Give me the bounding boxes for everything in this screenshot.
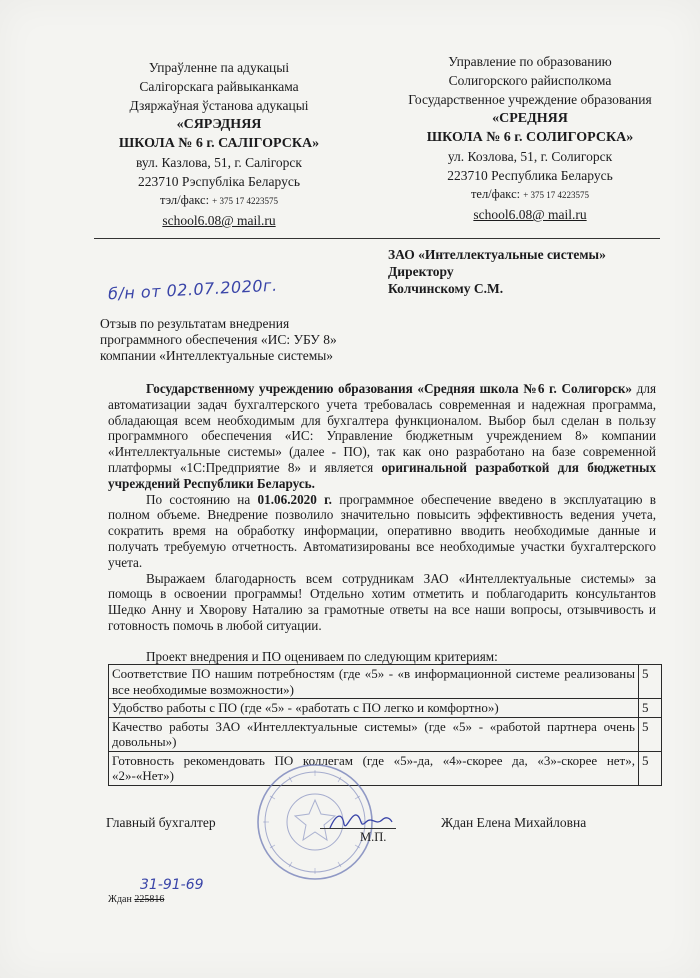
subject-line: программного обеспечения «ИС: УБУ 8» xyxy=(100,332,337,347)
body-paragraph-2 xyxy=(108,492,656,571)
criterion-text: Качество работы ЗАО «Интеллектуальные системы» (где «5» - «работой партнера очень довольны») xyxy=(109,717,639,751)
table-row xyxy=(109,665,662,699)
subject-line: компании «Интеллектуальные системы» xyxy=(100,348,334,363)
letterhead-divider xyxy=(94,238,660,239)
letterhead-address: вул. Казлова, 51, г. Салігорск xyxy=(135,155,302,170)
handwritten-reference: б/н от 02.07.2020г. xyxy=(107,275,278,304)
letterhead-school-line: ШКОЛА № 6 г. САЛІГОРСКА» xyxy=(118,136,320,151)
signature-line xyxy=(320,828,396,829)
paragraph-bold-text: оригинальной разработкой для бюджетных учреждений Республики Беларусь. xyxy=(108,459,656,491)
addressee-block xyxy=(388,246,606,297)
criterion-score: 5 xyxy=(639,717,662,751)
letterhead-russian xyxy=(380,52,680,224)
table-row xyxy=(109,699,662,718)
paragraph-text: для автоматизации задач бухгалтерского учета требовалась современная и надежная программа, обладающая всем необходимым для бухгалтера функционалом. Выбор был сделан в пользу программного обеспечения «ИС: Управление бюджетным учреждением 8» компании «Интеллектуальные системы» (далее - ПО), так как оно разработано на базе современной платформы «1С:Предприятие 8» и является xyxy=(108,381,657,475)
table-row xyxy=(109,717,662,751)
phone-number: + 375 17 4223575 xyxy=(523,190,590,200)
letterhead-school-line: «СРЕДНЯЯ xyxy=(492,111,568,126)
letterhead-line: Управление по образованию xyxy=(448,54,612,69)
handwritten-phone: 31-91-69 xyxy=(140,877,204,893)
letterhead-line: Упраўленне па адукацыі xyxy=(148,60,290,75)
letterhead-school-line: «СЯРЭДНЯЯ xyxy=(176,117,262,132)
executor-name: Ждан xyxy=(108,894,132,905)
letter-subject xyxy=(100,316,390,364)
subject-line: Отзыв по результатам внедрения xyxy=(100,316,290,331)
paragraph-text: По состоянию на xyxy=(146,491,258,507)
executor-note xyxy=(108,894,164,905)
letterhead-line: Дзяржаўная ўстанова адукацыі xyxy=(129,98,309,113)
letterhead-line: Солигорского райисполкома xyxy=(448,73,612,88)
letterhead-phone xyxy=(380,185,680,205)
letter-body xyxy=(108,381,656,634)
letterhead-address: ул. Козлова, 51, г. Солигорск xyxy=(447,149,613,164)
letterhead-belarusian xyxy=(74,58,364,230)
body-paragraph-3: Выражаем благодарность всем сотрудникам ЗАО «Интеллектуальные системы» за помощь в освоении программы! Отдельно хотим отметить и поблагодарить консультантов Шедко Анну и Хворову Наталию за грамотные ответы на все наши вопросы, отзывчивость и готовность помочь в любой ситуации. xyxy=(108,570,656,633)
letterhead-line: Государственное учреждение образования xyxy=(408,92,652,107)
addressee-position: Директору xyxy=(388,264,454,279)
letterhead-email: school6.08@ mail.ru xyxy=(473,207,587,222)
letterhead-line: Салігорскага райвыканкама xyxy=(139,79,299,94)
letterhead-school-line: ШКОЛА № 6 г. СОЛИГОРСКА» xyxy=(426,130,634,145)
criterion-score: 5 xyxy=(639,751,662,785)
criterion-score: 5 xyxy=(639,699,662,718)
addressee-company: ЗАО «Интеллектуальные системы» xyxy=(388,247,606,262)
letterhead-country: 223710 Рэспубліка Беларусь xyxy=(138,174,300,189)
addressee-name: Колчинскому С.М. xyxy=(388,281,504,296)
table-row xyxy=(109,751,662,785)
letterhead-country: 223710 Республика Беларусь xyxy=(447,168,613,183)
stamp-place-label: М.П. xyxy=(360,830,387,844)
criterion-text: Соответствие ПО нашим потребностям (где «5» - «в информационной системе реализованы все необходимые возможности») xyxy=(109,665,639,699)
letterhead-phone xyxy=(74,191,364,211)
letterhead-email: school6.08@ mail.ru xyxy=(162,213,276,228)
phone-label: тел/факс: xyxy=(470,187,521,201)
signatory-position: Главный бухгалтер xyxy=(106,815,216,830)
criterion-score: 5 xyxy=(639,665,662,699)
phone-number: + 375 17 4223575 xyxy=(212,196,278,206)
executor-number: 225816 xyxy=(134,894,165,905)
criterion-text: Удобство работы с ПО (где «5» - «работать с ПО легко и комфортно») xyxy=(109,699,639,718)
date-bold: 01.06.2020 г. xyxy=(257,491,332,507)
paragraph-text: программное обеспечение введено в эксплуатацию в полном объеме. Внедрение позволило значительно повысить эффективность ведения учета, сократить время на обработку информации, оперативно вводить необходимые данные и получать требуемую отчетность. Автоматизированы все необходимые участки бухгалтерского учета. xyxy=(108,491,657,570)
school-name-bold: Государственному учреждению образования «Средняя школа №6 г. Солигорск» xyxy=(146,381,633,396)
criterion-text: Готовность рекомендовать ПО коллегам (где «5»-да, «4»-скорее да, «3»-скорее нет», «2»-«Нет») xyxy=(109,751,639,785)
phone-label: тэл/факс: xyxy=(159,193,210,207)
criteria-table xyxy=(108,664,662,786)
criteria-intro: Проект внедрения и ПО оцениваем по следующим критериям: xyxy=(146,649,498,664)
body-paragraph-1 xyxy=(108,381,656,492)
signatory-name: Ждан Елена Михайловна xyxy=(441,815,587,830)
